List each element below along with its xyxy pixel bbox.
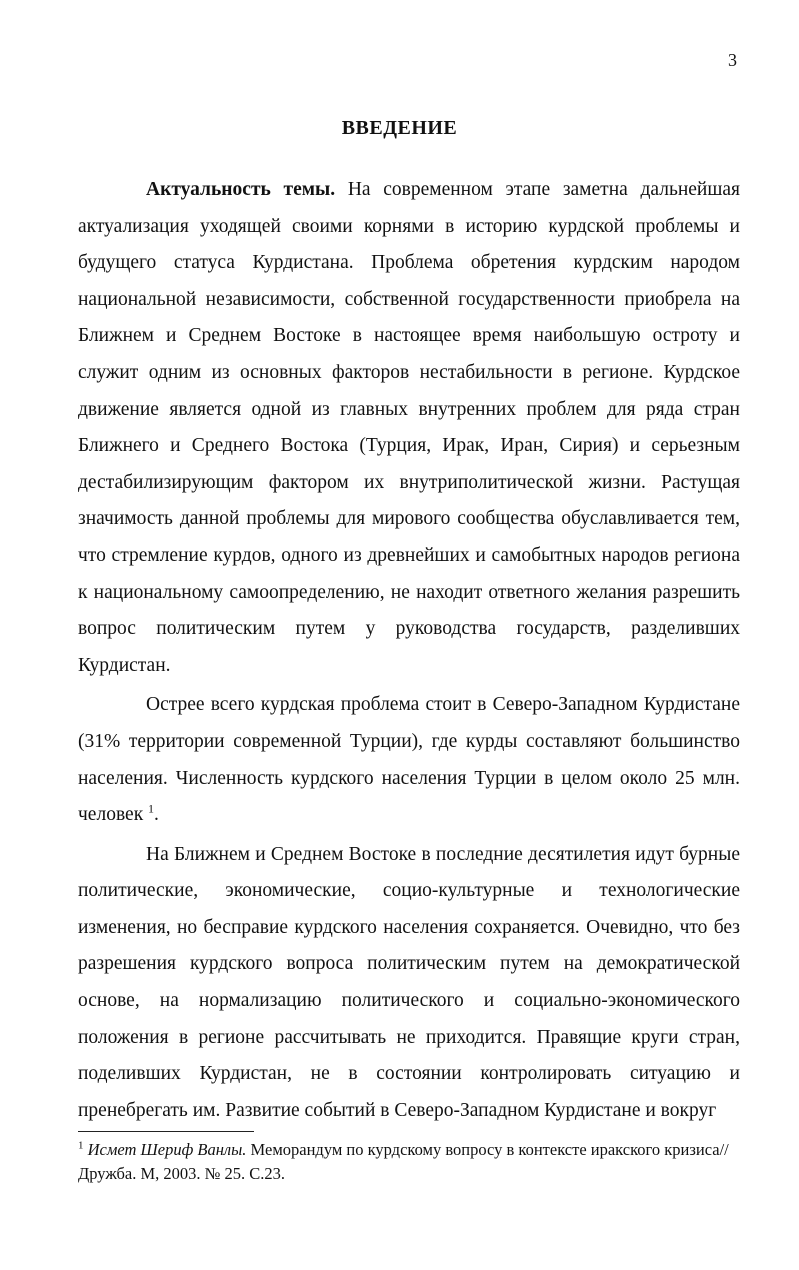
paragraph-middle-east xyxy=(78,837,740,1130)
paragraph-text: На Ближнем и Среднем Востоке в последние десятилетия идут бурные политические, экономические, социо-культурные и технологические изменения, но бесправие курдского населения сохраняется. Очевидно, что без разрешения курдского вопроса политическим путем на демократической основе, на нормализацию политического и социально-экономического положения в регионе рассчитывать не приходится. Правящие круги стран, поделивших Курдистан, не в состоянии контролировать ситуацию и пренебрегать им. Развитие событий в Северо-Западном Курдистане и вокруг xyxy=(78,843,740,1121)
paragraph-lead: Актуальность темы. xyxy=(146,179,336,200)
paragraph-tail: . xyxy=(154,804,159,826)
footnote-text: Меморандум по курдскому вопросу в контексте иракского кризиса// Дружба. М, 2003. № 25. С.23. xyxy=(78,1140,729,1183)
paragraph-relevance xyxy=(78,172,740,684)
body-text xyxy=(78,172,740,1129)
footnote-divider xyxy=(78,1131,254,1132)
paragraph-text: На современном этапе заметна дальнейшая актуализация уходящей своими корнями в историю курдской проблемы и будущего статуса Курдистана. Проблема обретения курдским народом национальной независимости, собственной государственности приобрела на Ближнем и Среднем Востоке в настоящее время наибольшую остроту и служит одним из основных факторов нестабильности в регионе. Курдское движение является одной из главных внутренних проблем для ряда стран Ближнего и Среднего Востока (Турция, Ирак, Иран, Сирия) и серьезным дестабилизирующим фактором их внутриполитической жизни. Растущая значимость данной проблемы для мирового сообщества обуславливается тем, что стремление курдов, одного из древнейших и самобытных народов региона к национальному самоопределению, не находит ответного желания разрешить вопрос политическим путем у руководства государств, разделивших Курдистан. xyxy=(78,179,740,676)
footnote-marker: 1 xyxy=(78,1139,84,1152)
paragraph-text: Острее всего курдская проблема стоит в Северо-Западном Курдистане (31% территории современной Турции), где курды составляют большинство населения. Численность курдского населения Турции в целом около 25 млн. человек xyxy=(78,694,740,826)
footnote xyxy=(78,1138,740,1186)
page-title: ВВЕДЕНИЕ xyxy=(341,117,458,140)
page-number: 3 xyxy=(728,50,737,70)
footnote-author: Исмет Шериф Ванлы. xyxy=(87,1140,247,1159)
paragraph-turkey xyxy=(78,687,740,833)
footnote-reference[interactable]: 1 xyxy=(148,801,155,816)
